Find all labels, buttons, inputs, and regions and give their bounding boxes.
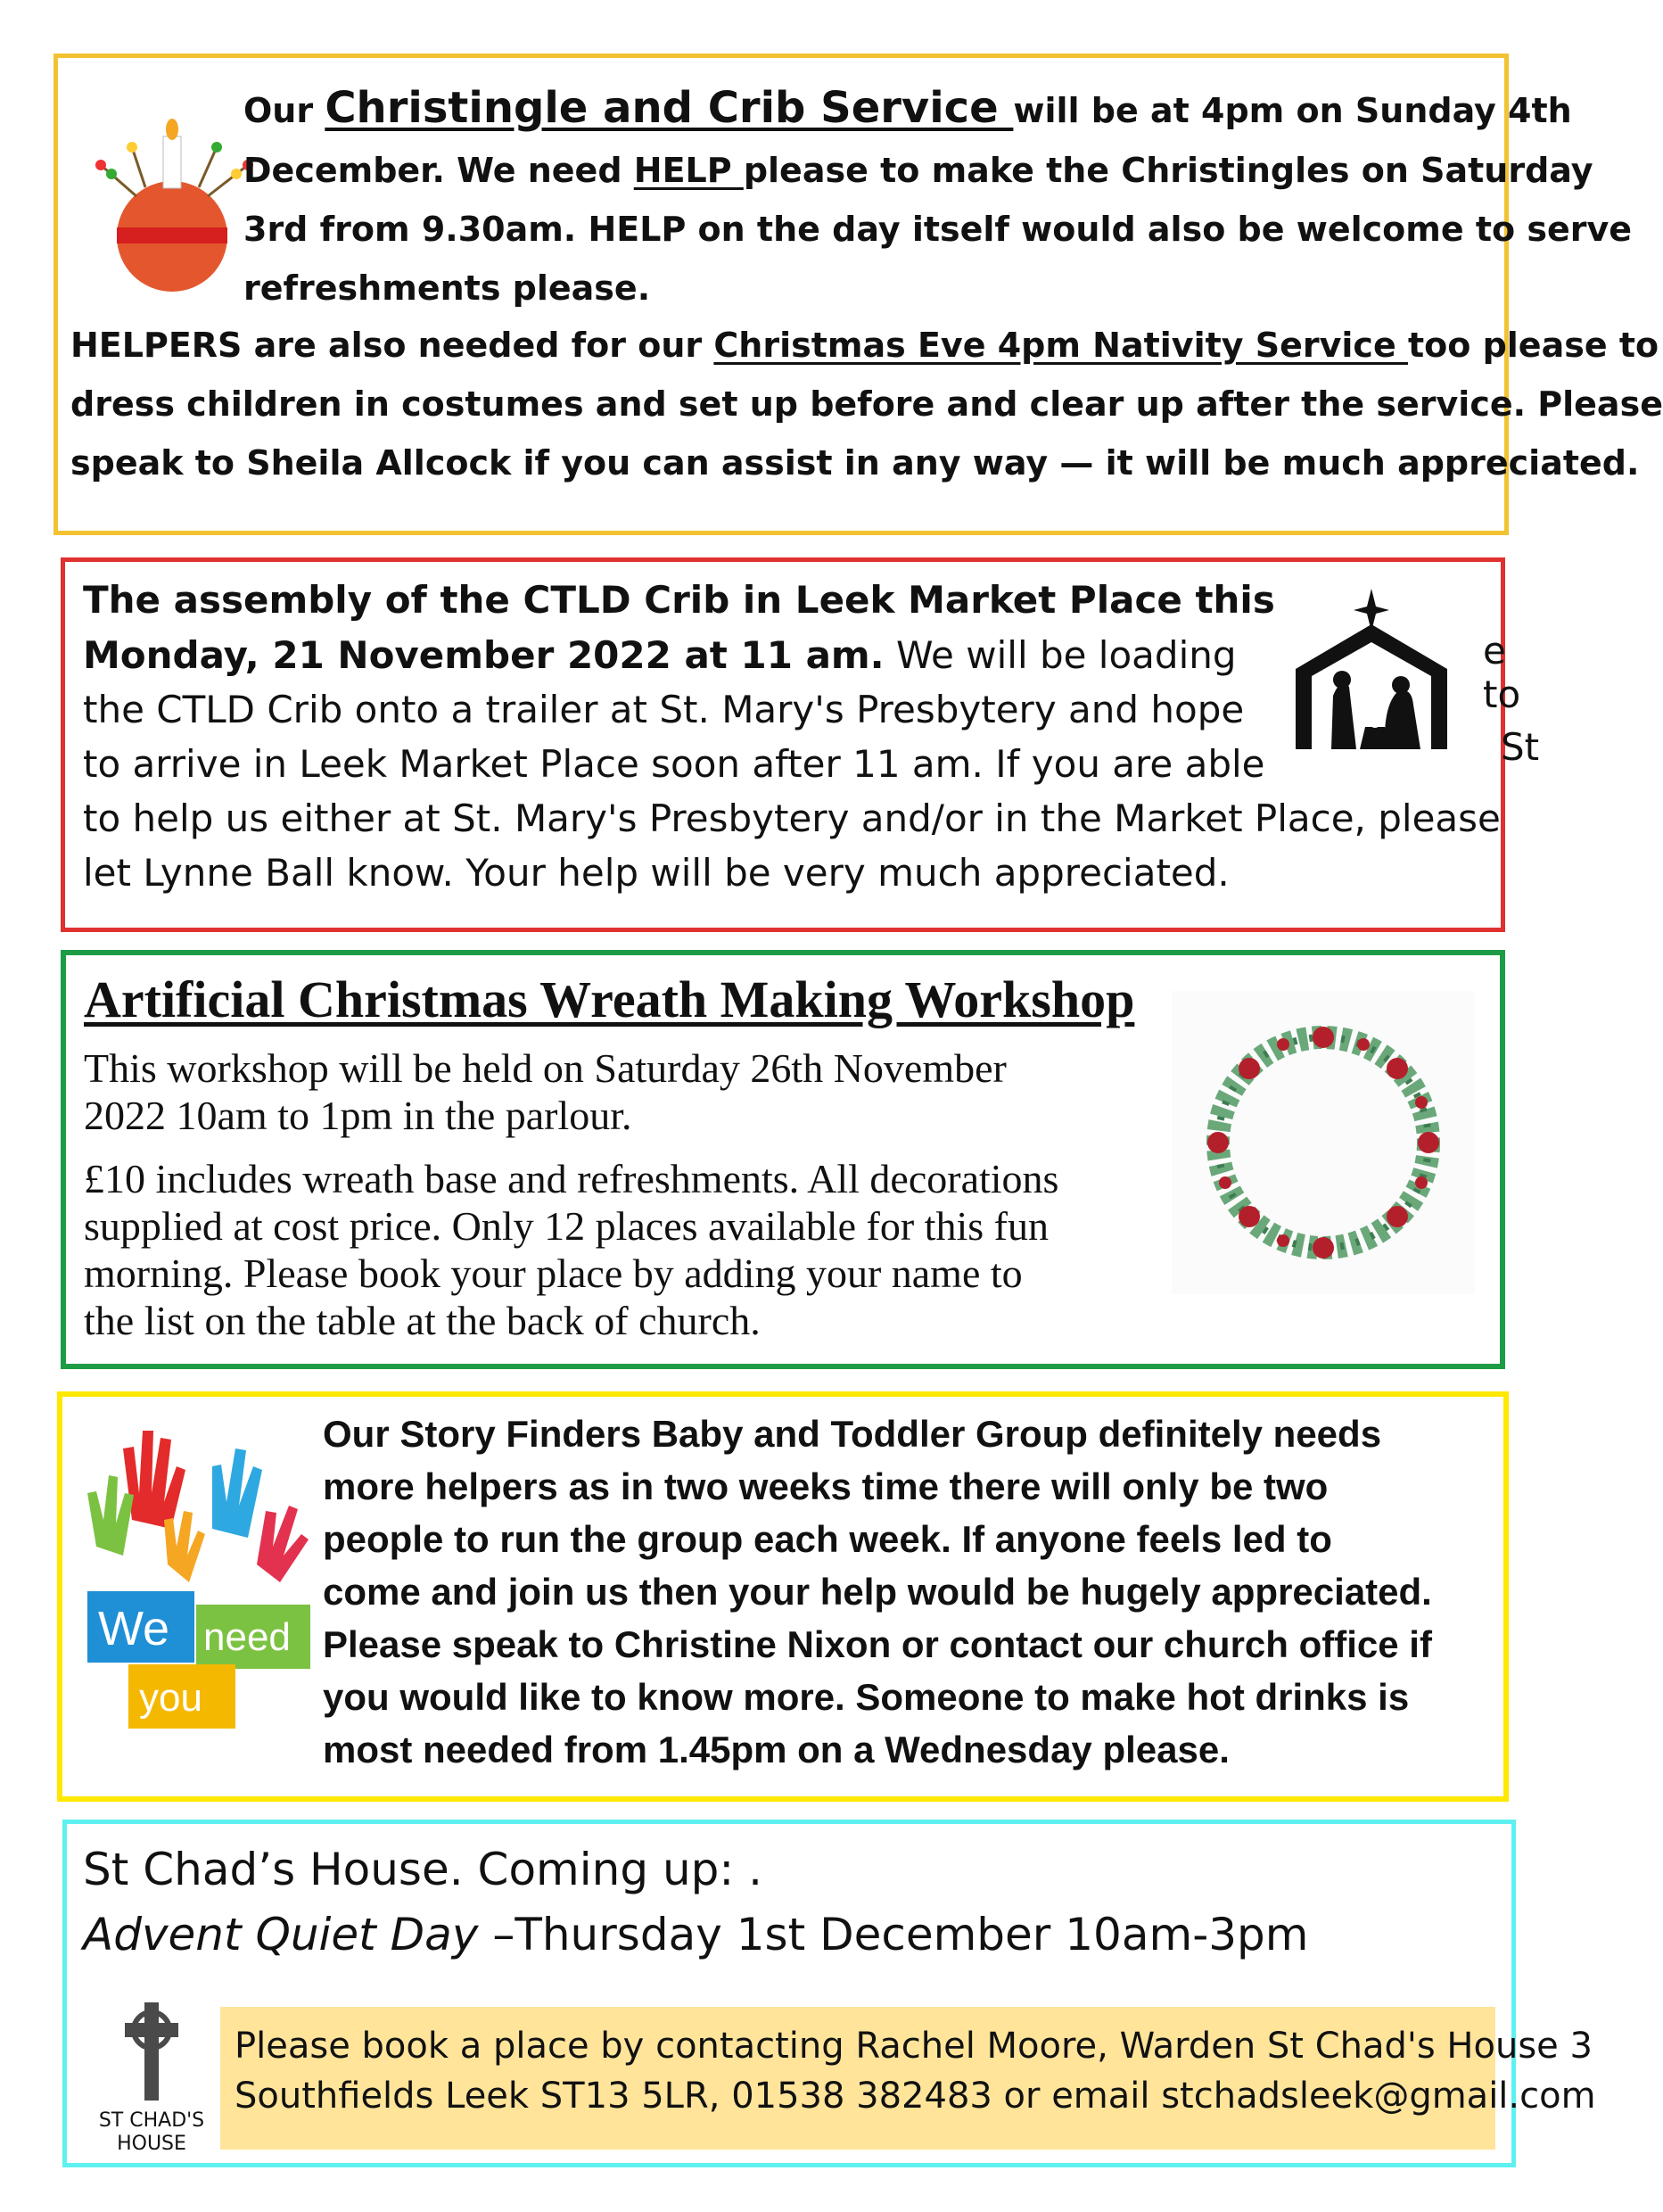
text-line: will be at 4pm on Sunday 4th	[1013, 91, 1572, 130]
text-line: come and join us then your help would be hugely appreciated.	[323, 1571, 1432, 1613]
logo-text: ST CHAD'S HOUSE	[98, 2109, 205, 2155]
text-line: £10 includes wreath base and refreshments. All decorations	[84, 1156, 1059, 1201]
st-chads-logo	[94, 1998, 210, 2155]
help-emphasis: HELP	[633, 151, 744, 190]
text-line: morning. Please book your place by adding your name to	[84, 1250, 1023, 1296]
contact-details: Southfields Leek ST13 5LR, 01538 382483 or email stchadsleek@gmail.com	[235, 2076, 1596, 2117]
text-line: too please to	[1407, 326, 1659, 365]
event-date: –Thursday 1st December 10am-3pm	[478, 1909, 1309, 1960]
text-line: supplied at cost price. Only 12 places available for this fun	[84, 1203, 1049, 1249]
text-line: Please book a place by contacting Rachel Moore, Warden St Chad's House 3	[235, 2026, 1593, 2067]
text-line: We will be loading	[884, 633, 1237, 677]
overflow-text: e to St	[1483, 629, 1540, 769]
text-line: most needed from 1.45pm on a Wednesday please.	[323, 1729, 1230, 1770]
crib-heading: The assembly of the CTLD Crib in Leek Market Place this	[83, 578, 1275, 622]
story-finders-notice	[57, 1391, 1509, 1802]
wreath-workshop-notice	[61, 950, 1505, 1369]
text-line: This workshop will be held on Saturday 26th November	[84, 1045, 1007, 1091]
text-line: to help us either at St. Mary's Presbytery and/or in the Market Place, please	[83, 796, 1501, 840]
text-line: you would like to know more. Someone to make hot drinks is	[323, 1676, 1410, 1718]
text-line: the list on the table at the back of church.	[84, 1298, 761, 1343]
advent-quiet-day-line	[83, 1909, 1309, 1960]
text-line: December. We need	[243, 151, 634, 190]
text-line: please to make the Christingles on Saturday	[743, 151, 1593, 190]
crib-assembly-notice	[61, 557, 1540, 932]
celtic-cross-icon	[94, 1998, 210, 2105]
event-name: Advent Quiet Day	[83, 1909, 479, 1960]
text-line: let Lynne Ball know. Your help will be very much appreciated.	[83, 851, 1230, 895]
crib-date: Monday, 21 November 2022 at 11 am.	[83, 633, 885, 677]
text-line: people to run the group each week. If anyone feels led to	[323, 1518, 1332, 1560]
text-line: speak to Sheila Allcock if you can assist in any way — it will be much appreciated.	[70, 443, 1640, 483]
booking-info	[220, 2007, 1596, 2150]
wreath-icon	[1172, 991, 1475, 1294]
you-label: you	[139, 1676, 202, 1720]
need-label: need	[203, 1615, 291, 1659]
text-line: HELPERS are also needed for our	[70, 326, 714, 365]
text-line: more helpers as in two weeks time there will only be two	[323, 1465, 1329, 1507]
intro-text: Our	[243, 91, 325, 130]
we-need-you-icon	[78, 1413, 319, 1734]
text-line: to arrive in Leek Market Place soon after 11 am. If you are able	[83, 742, 1265, 786]
christingle-notice	[54, 54, 1663, 535]
text-line: 2022 10am to 1pm in the parlour.	[84, 1093, 632, 1138]
st-chads-heading: St Chad’s House. Coming up: .	[83, 1844, 763, 1895]
we-label: We	[98, 1602, 170, 1655]
service-title: Christingle and Crib Service	[325, 83, 1014, 133]
text-line: Please speak to Christine Nixon or contact our church office if	[323, 1623, 1432, 1665]
st-chads-house-notice	[62, 1820, 1596, 2167]
text-line: the CTLD Crib onto a trailer at St. Mary's Presbytery and hope	[83, 688, 1245, 731]
text-line: Our Story Finders Baby and Toddler Group definitely needs	[323, 1413, 1382, 1455]
text-line: dress children in costumes and set up before and clear up after the service. Please	[70, 384, 1663, 424]
nativity-icon	[1287, 589, 1456, 758]
nativity-service-text: Christmas Eve 4pm Nativity Service	[713, 326, 1408, 365]
text-line: 3rd from 9.30am. HELP on the day itself would also be welcome to serve	[243, 210, 1633, 249]
workshop-title: Artificial Christmas Wreath Making Workshop	[84, 970, 1135, 1028]
text-line: refreshments please.	[243, 268, 651, 308]
